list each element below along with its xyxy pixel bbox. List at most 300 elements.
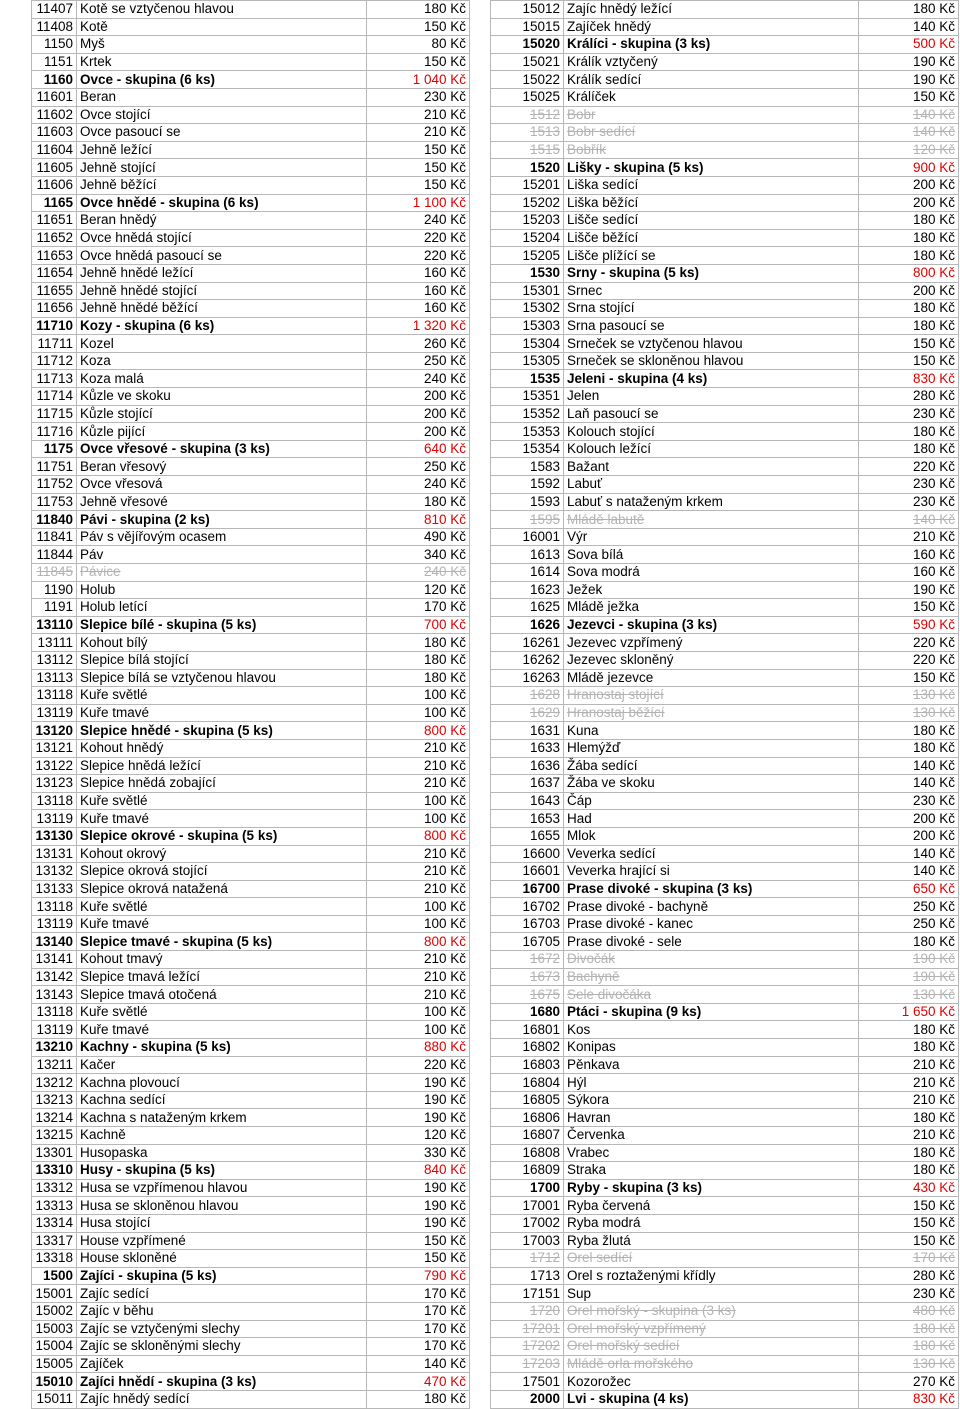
item-code: 16001 [491, 528, 564, 546]
item-code: 13123 [32, 775, 77, 793]
item-code: 11652 [32, 229, 77, 247]
item-name: Výr [564, 528, 859, 546]
item-code: 15353 [491, 423, 564, 441]
item-code: 13119 [32, 1021, 77, 1039]
item-code: 1626 [491, 616, 564, 634]
item-name: Zajíci hnědí - skupina (3 ks) [77, 1373, 367, 1391]
item-price: 1 650 Kč [859, 1003, 959, 1021]
table-row [32, 564, 470, 582]
item-price: 830 Kč [859, 1390, 959, 1408]
table-row [491, 88, 959, 106]
table-row [32, 915, 470, 933]
item-price: 210 Kč [367, 775, 470, 793]
item-price: 170 Kč [859, 1250, 959, 1268]
item-code: 11753 [32, 493, 77, 511]
item-code: 13317 [32, 1232, 77, 1250]
item-name: Vrabec [564, 1144, 859, 1162]
item-code: 1592 [491, 476, 564, 494]
item-name: Labuť [564, 476, 859, 494]
item-name: Konipas [564, 1039, 859, 1057]
item-code: 15022 [491, 71, 564, 89]
item-code: 16809 [491, 1162, 564, 1180]
item-code: 13210 [32, 1039, 77, 1057]
item-code: 1614 [491, 564, 564, 582]
table-row [32, 898, 470, 916]
item-price: 220 Kč [367, 1056, 470, 1074]
item-name: Kachna sedící [77, 1091, 367, 1109]
item-code: 13118 [32, 687, 77, 705]
item-name: Slepice tmavá otočená [77, 986, 367, 1004]
table-row [32, 1, 470, 19]
table-row [491, 229, 959, 247]
item-code: 2000 [491, 1390, 564, 1408]
table-row [32, 423, 470, 441]
item-name: Slepice tmavé - skupina (5 ks) [77, 933, 367, 951]
table-row [32, 176, 470, 194]
table-row [491, 1021, 959, 1039]
item-name: Bažant [564, 458, 859, 476]
item-code: 17151 [491, 1285, 564, 1303]
item-code: 1190 [32, 581, 77, 599]
item-price: 250 Kč [859, 898, 959, 916]
item-price: 180 Kč [367, 1390, 470, 1408]
table-row [491, 194, 959, 212]
item-code: 1700 [491, 1179, 564, 1197]
group-row [32, 933, 470, 951]
item-name: Kůzle stojící [77, 405, 367, 423]
item-name: Kuře světlé [77, 792, 367, 810]
group-row [491, 36, 959, 54]
item-price: 900 Kč [859, 159, 959, 177]
table-row [32, 335, 470, 353]
item-code: 15305 [491, 352, 564, 370]
item-code: 15003 [32, 1320, 77, 1338]
item-name: Ryba červená [564, 1197, 859, 1215]
item-code: 13143 [32, 986, 77, 1004]
table-row [491, 335, 959, 353]
item-code: 11606 [32, 176, 77, 194]
item-name: Orel s roztaženými křídly [564, 1267, 859, 1285]
item-name: Pávi - skupina (2 ks) [77, 511, 367, 529]
table-row [491, 141, 959, 159]
item-price: 150 Kč [367, 159, 470, 177]
item-code: 16261 [491, 634, 564, 652]
item-name: Jezevci - skupina (3 ks) [564, 616, 859, 634]
table-row [491, 704, 959, 722]
table-row [32, 1109, 470, 1127]
item-name: Srna pasoucí se [564, 317, 859, 335]
table-row [32, 300, 470, 318]
table-row [491, 581, 959, 599]
item-code: 11751 [32, 458, 77, 476]
item-name: Kůzle pijící [77, 423, 367, 441]
item-name: Zajíc v běhu [77, 1302, 367, 1320]
item-price: 230 Kč [859, 1285, 959, 1303]
price-list-right-column [490, 0, 958, 1409]
item-code: 1530 [491, 264, 564, 282]
item-name: Kohout tmavý [77, 951, 367, 969]
table-row [32, 845, 470, 863]
item-price: 150 Kč [859, 669, 959, 687]
item-price: 180 Kč [859, 423, 959, 441]
item-price: 180 Kč [859, 1021, 959, 1039]
item-name: Jehně hnědé běžící [77, 300, 367, 318]
item-price: 180 Kč [367, 493, 470, 511]
item-price: 220 Kč [367, 247, 470, 265]
table-row [491, 986, 959, 1004]
item-price: 190 Kč [859, 951, 959, 969]
group-row [491, 1179, 959, 1197]
item-price: 150 Kč [367, 18, 470, 36]
item-code: 1633 [491, 739, 564, 757]
item-price: 210 Kč [367, 845, 470, 863]
item-code: 13118 [32, 898, 77, 916]
item-code: 1175 [32, 440, 77, 458]
item-name: Bobr [564, 106, 859, 124]
item-code: 1643 [491, 792, 564, 810]
group-row [32, 194, 470, 212]
item-price: 190 Kč [367, 1197, 470, 1215]
item-price: 240 Kč [367, 212, 470, 230]
item-code: 17501 [491, 1373, 564, 1391]
item-name: Ovce hnědé - skupina (6 ks) [77, 194, 367, 212]
item-price: 230 Kč [859, 476, 959, 494]
item-name: Prase divoké - sele [564, 933, 859, 951]
item-price: 210 Kč [859, 528, 959, 546]
item-price: 500 Kč [859, 36, 959, 54]
item-price: 190 Kč [859, 581, 959, 599]
item-code: 13130 [32, 827, 77, 845]
item-name: Kozorožec [564, 1373, 859, 1391]
item-price: 100 Kč [367, 704, 470, 722]
item-price: 210 Kč [367, 986, 470, 1004]
table-row [32, 1232, 470, 1250]
item-price: 250 Kč [859, 915, 959, 933]
item-price: 100 Kč [367, 1021, 470, 1039]
item-name: Zajíček hnědý [564, 18, 859, 36]
item-code: 11714 [32, 388, 77, 406]
item-price: 810 Kč [367, 511, 470, 529]
item-code: 13214 [32, 1109, 77, 1127]
table-row [491, 300, 959, 318]
table-row [491, 775, 959, 793]
item-price: 170 Kč [367, 599, 470, 617]
item-price: 270 Kč [859, 1373, 959, 1391]
item-price: 210 Kč [859, 1091, 959, 1109]
item-price: 250 Kč [367, 458, 470, 476]
table-row [491, 124, 959, 142]
item-price: 180 Kč [859, 722, 959, 740]
item-code: 15005 [32, 1355, 77, 1373]
group-row [32, 511, 470, 529]
table-row [491, 71, 959, 89]
item-code: 1673 [491, 968, 564, 986]
table-row [32, 687, 470, 705]
item-code: 1672 [491, 951, 564, 969]
table-row [32, 1214, 470, 1232]
item-name: Zajíc hnědý sedící [77, 1390, 367, 1408]
table-row [32, 634, 470, 652]
table-row [32, 1285, 470, 1303]
item-name: Husa stojící [77, 1214, 367, 1232]
item-code: 15301 [491, 282, 564, 300]
item-name: Králík vztyčený [564, 53, 859, 71]
item-name: Hlemýžď [564, 739, 859, 757]
item-name: Zajíc se vztyčenými slechy [77, 1320, 367, 1338]
item-code: 1636 [491, 757, 564, 775]
table-row [32, 352, 470, 370]
table-row [491, 1338, 959, 1356]
table-row [32, 264, 470, 282]
item-price: 100 Kč [367, 810, 470, 828]
item-price: 1 320 Kč [367, 317, 470, 335]
item-code: 16262 [491, 651, 564, 669]
item-code: 17201 [491, 1320, 564, 1338]
item-name: Liška sedící [564, 176, 859, 194]
item-code: 16801 [491, 1021, 564, 1039]
item-code: 11845 [32, 564, 77, 582]
item-name: Kachně [77, 1127, 367, 1145]
item-name: Kachna s nataženým krkem [77, 1109, 367, 1127]
item-code: 17003 [491, 1232, 564, 1250]
table-row [32, 1056, 470, 1074]
table-row [32, 863, 470, 881]
table-row [32, 651, 470, 669]
item-price: 140 Kč [859, 106, 959, 124]
item-code: 1165 [32, 194, 77, 212]
item-name: Jehně ležící [77, 141, 367, 159]
item-name: Kotě se vztyčenou hlavou [77, 1, 367, 19]
group-row [491, 370, 959, 388]
item-price: 230 Kč [859, 405, 959, 423]
item-code: 13212 [32, 1074, 77, 1092]
item-name: Páv [77, 546, 367, 564]
item-price: 140 Kč [367, 1355, 470, 1373]
item-price: 190 Kč [367, 1091, 470, 1109]
item-name: Koza malá [77, 370, 367, 388]
item-price: 210 Kč [367, 951, 470, 969]
item-code: 1151 [32, 53, 77, 71]
price-table-left [31, 0, 470, 1409]
price-table-right-body [491, 1, 959, 1409]
group-row [32, 440, 470, 458]
item-price: 180 Kč [859, 933, 959, 951]
item-name: Mládě orla mořského [564, 1355, 859, 1373]
item-name: Orel mořský - skupina (3 ks) [564, 1302, 859, 1320]
item-code: 1720 [491, 1302, 564, 1320]
item-price: 140 Kč [859, 124, 959, 142]
item-code: 13111 [32, 634, 77, 652]
item-name: Králík sedící [564, 71, 859, 89]
item-name: Srneček se skloněnou hlavou [564, 352, 859, 370]
item-code: 17202 [491, 1338, 564, 1356]
item-code: 15204 [491, 229, 564, 247]
table-row [32, 739, 470, 757]
item-price: 150 Kč [859, 1232, 959, 1250]
item-name: Ovce pasoucí se [77, 124, 367, 142]
item-name: Sele divočáka [564, 986, 859, 1004]
item-price: 230 Kč [859, 493, 959, 511]
group-row [491, 880, 959, 898]
item-name: Ptáci - skupina (9 ks) [564, 1003, 859, 1021]
item-code: 17001 [491, 1197, 564, 1215]
item-price: 180 Kč [859, 1338, 959, 1356]
item-code: 13131 [32, 845, 77, 863]
table-row [32, 581, 470, 599]
item-code: 1512 [491, 106, 564, 124]
item-code: 13140 [32, 933, 77, 951]
item-name: Ovce vřesová [77, 476, 367, 494]
table-row [32, 1074, 470, 1092]
item-price: 280 Kč [859, 1267, 959, 1285]
item-price: 140 Kč [859, 511, 959, 529]
item-price: 220 Kč [859, 458, 959, 476]
table-row [32, 1250, 470, 1268]
item-price: 480 Kč [859, 1302, 959, 1320]
item-code: 11604 [32, 141, 77, 159]
item-code: 11712 [32, 352, 77, 370]
table-row [491, 810, 959, 828]
item-price: 180 Kč [859, 440, 959, 458]
item-code: 13215 [32, 1127, 77, 1145]
table-row [491, 1232, 959, 1250]
item-code: 15004 [32, 1338, 77, 1356]
table-row [491, 1214, 959, 1232]
table-row [491, 53, 959, 71]
table-row [32, 88, 470, 106]
item-name: Kohout hnědý [77, 739, 367, 757]
item-name: Slepice bílé - skupina (5 ks) [77, 616, 367, 634]
price-table-left-body [32, 1, 470, 1409]
item-code: 1712 [491, 1250, 564, 1268]
item-price: 210 Kč [367, 124, 470, 142]
item-code: 15351 [491, 388, 564, 406]
item-price: 650 Kč [859, 880, 959, 898]
item-code: 13133 [32, 880, 77, 898]
item-code: 11656 [32, 300, 77, 318]
item-code: 1629 [491, 704, 564, 722]
group-row [32, 1267, 470, 1285]
item-code: 15020 [491, 36, 564, 54]
item-name: Slepice okrová stojící [77, 863, 367, 881]
table-row [491, 968, 959, 986]
item-code: 15002 [32, 1302, 77, 1320]
table-row [32, 775, 470, 793]
item-price: 150 Kč [367, 176, 470, 194]
item-price: 210 Kč [859, 1056, 959, 1074]
item-price: 200 Kč [367, 405, 470, 423]
item-name: Kuře tmavé [77, 915, 367, 933]
table-row [32, 1127, 470, 1145]
item-price: 800 Kč [367, 827, 470, 845]
item-price: 210 Kč [367, 863, 470, 881]
item-name: Pěnkava [564, 1056, 859, 1074]
item-name: Myš [77, 36, 367, 54]
table-row [491, 440, 959, 458]
item-name: Bachyně [564, 968, 859, 986]
item-name: Jehně stojící [77, 159, 367, 177]
item-code: 15201 [491, 176, 564, 194]
table-row [32, 986, 470, 1004]
table-row [491, 423, 959, 441]
table-row [491, 1250, 959, 1268]
item-price: 240 Kč [367, 564, 470, 582]
item-name: Kachny - skupina (5 ks) [77, 1039, 367, 1057]
item-price: 210 Kč [367, 968, 470, 986]
item-code: 11653 [32, 247, 77, 265]
item-code: 11840 [32, 511, 77, 529]
item-price: 840 Kč [367, 1162, 470, 1180]
item-price: 120 Kč [859, 141, 959, 159]
item-price: 150 Kč [859, 352, 959, 370]
item-price: 230 Kč [367, 88, 470, 106]
item-price: 180 Kč [859, 1320, 959, 1338]
table-row [491, 405, 959, 423]
group-row [32, 616, 470, 634]
item-price: 180 Kč [367, 1, 470, 19]
item-price: 800 Kč [367, 933, 470, 951]
table-row [32, 124, 470, 142]
item-price: 180 Kč [859, 317, 959, 335]
item-code: 11711 [32, 335, 77, 353]
item-name: Slepice bílá se vztyčenou hlavou [77, 669, 367, 687]
item-name: Divočák [564, 951, 859, 969]
item-name: Prase divoké - kanec [564, 915, 859, 933]
item-price: 150 Kč [367, 53, 470, 71]
item-name: Jehně hnědé ležící [77, 264, 367, 282]
group-row [491, 616, 959, 634]
item-price: 200 Kč [859, 810, 959, 828]
item-code: 1653 [491, 810, 564, 828]
item-price: 180 Kč [859, 1039, 959, 1057]
item-code: 1675 [491, 986, 564, 1004]
item-code: 13120 [32, 722, 77, 740]
table-row [491, 792, 959, 810]
item-code: 11752 [32, 476, 77, 494]
item-price: 210 Kč [367, 880, 470, 898]
item-name: Srnec [564, 282, 859, 300]
item-price: 260 Kč [367, 335, 470, 353]
table-row [491, 722, 959, 740]
table-row [32, 18, 470, 36]
item-price: 240 Kč [367, 476, 470, 494]
item-price: 150 Kč [859, 335, 959, 353]
table-row [32, 792, 470, 810]
table-row [491, 1197, 959, 1215]
item-name: Sova modrá [564, 564, 859, 582]
item-code: 13118 [32, 1003, 77, 1021]
table-row [491, 1285, 959, 1303]
table-row [491, 757, 959, 775]
item-name: Jeleni - skupina (4 ks) [564, 370, 859, 388]
item-price: 150 Kč [367, 1232, 470, 1250]
price-table-right [490, 0, 959, 1409]
item-price: 210 Kč [367, 106, 470, 124]
item-code: 15352 [491, 405, 564, 423]
item-name: Mládě jezevce [564, 669, 859, 687]
item-price: 200 Kč [367, 388, 470, 406]
item-code: 13314 [32, 1214, 77, 1232]
item-price: 790 Kč [367, 1267, 470, 1285]
table-row [491, 546, 959, 564]
item-name: House skloněné [77, 1250, 367, 1268]
item-name: Holub letící [77, 599, 367, 617]
item-code: 13312 [32, 1179, 77, 1197]
item-name: Srny - skupina (5 ks) [564, 264, 859, 282]
item-price: 210 Kč [859, 1074, 959, 1092]
item-price: 160 Kč [859, 564, 959, 582]
item-code: 15302 [491, 300, 564, 318]
